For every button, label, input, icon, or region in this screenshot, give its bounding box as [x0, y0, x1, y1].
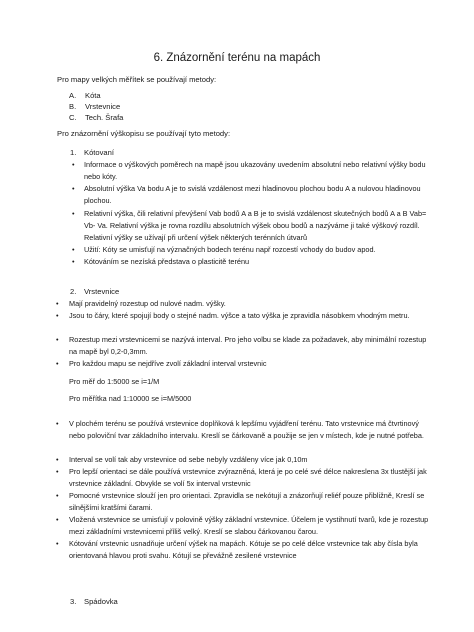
list-item: • Informace o výškových poměrech na mapě jsou ukazovány uvedením absolutní nebo relativní výšky bodu nebo kóty.: [72, 160, 426, 181]
section-title: Vrstevnice: [84, 287, 120, 296]
page-title: 6. Znázornění terénu na mapách: [153, 52, 321, 64]
method-item: [69, 113, 123, 122]
list-item: • Absolutní výška Va bodu A je to svislá vzdálenost mezi hladinovou plochou bodu A a nulovou hladinovou plochou.: [72, 184, 421, 205]
bullet-icon: •: [56, 515, 59, 524]
list-item: • Pro každou mapu se nejdříve zvolí základní interval vrstevnic: [56, 359, 267, 368]
bullet-icon: •: [72, 209, 75, 218]
list-item: • Mají pravidelný rozestup od nulové nadm. výšky.: [56, 299, 226, 308]
bullet-icon: •: [72, 160, 75, 169]
bullet-icon: •: [56, 359, 59, 368]
list-item: • Pro lepší orientaci se dále používá vrstevnice zvýrazněná, která je po celé své délce nakreslena 3x tlustější jak vrstevnice základní. Obvykle se volí 5x interval vrstevnic: [56, 467, 427, 488]
intro-large-scale: Pro mapy velkých měřítek se používají metody:: [57, 75, 217, 84]
list-item: • Vložená vrstevnice se umisťují v polovině výšky základní vrstevnice. Účelem je vystihnutí tvarů, kde je rozestup mezi základními vrstevnicemi příliš velký. Kreslí se slabou čárkovanou čarou.: [56, 515, 429, 536]
bullet-icon: •: [72, 184, 75, 193]
section-title: Kótovaní: [84, 148, 114, 157]
section-title: Spádovka: [84, 597, 118, 606]
section-heading: [70, 148, 114, 157]
method-item: [69, 102, 120, 111]
list-item: • Pomocné vrstevnice slouží jen pro orientaci. Zpravidla se nekótují a znázorňují reliéf pouze přibližně, Kreslí se silnějšími kratšími čarami.: [56, 491, 425, 512]
method-label: Kóta: [85, 91, 101, 100]
section-heading: [70, 597, 118, 606]
list-item: • Interval se volí tak aby vrstevnice od sebe nebyly vzdáleny více jak 0,10m: [56, 455, 308, 464]
list-item: • Jsou to čáry, které spojují body o stejné nadm. výšce a tato výška je zpravidla násobkem vhodným metru.: [56, 311, 410, 320]
list-item: • Rozestup mezi vrstevnicemi se nazývá interval. Pro jeho volbu se klade za požadavek, aby minimální rozestup na mapě byl 0,2-0,3mm.: [56, 335, 427, 356]
bullet-icon: •: [56, 467, 59, 476]
intro-altimetry: Pro znázornění výškopisu se používají tyto metody:: [57, 129, 231, 138]
bullet-icon: •: [56, 491, 59, 500]
method-number: A.: [69, 91, 77, 100]
section-number: 3.: [70, 597, 77, 606]
interval-formula: Pro měřítka nad 1:10000 se i=M/5000: [69, 394, 192, 403]
list-item: • V plochém terénu se používá vrstevnice doplňková k lepšímu vyjádření terénu. Tato vrstevnice má čtvrtinový nebo poloviční tvar základního intervalu. Kreslí se čárkovaně a použije se jen v místech, kde je nutné potřeba.: [56, 419, 424, 440]
method-label: Tech. Šrafa: [85, 113, 124, 122]
section-number: 2.: [70, 287, 77, 296]
bullet-icon: •: [56, 455, 59, 464]
bullet-icon: •: [56, 539, 59, 548]
bullet-icon: •: [56, 419, 59, 428]
bullet-icon: •: [56, 311, 59, 320]
section-heading: [70, 287, 119, 296]
method-item: [69, 91, 101, 100]
list-item: • Kótování vrstevnic usnadňuje určení výšek na mapách. Kótuje se po celé délce vrstevnice tak aby čísla byla orientovaná hlavou proti svahu. Kótují se převážně zesilené vrstevnice: [56, 539, 418, 560]
section-number: 1.: [70, 148, 77, 157]
bullet-icon: •: [72, 245, 75, 254]
bullet-icon: •: [56, 299, 59, 308]
list-item: • Kótováním se nezíská představa o plasticitě terénu: [72, 257, 250, 266]
bullet-icon: •: [56, 335, 59, 344]
bullet-icon: •: [72, 257, 75, 266]
interval-formula: Pro měř do 1:5000 se i=1/M: [69, 377, 160, 386]
list-item: • Relativní výška, čili relativní převýšení Vab bodů A a B je to svislá vzdálenost skutečných bodů A a B Vab= Vb- Va. Relativní výška je rovna rozdílu absolutních výšek obou bodů a nazýváme ji také výškový rozdíl. Relativní výšky se užívají při určení výšek některých terénních útvarů: [72, 209, 427, 242]
method-label: Vrstevnice: [85, 102, 121, 111]
list-item: • Užití: Kóty se umisťují na význačných bodech terénu např rozcestí vchody do budov apod.: [72, 245, 376, 254]
method-number: C.: [69, 113, 77, 122]
method-number: B.: [69, 102, 77, 111]
